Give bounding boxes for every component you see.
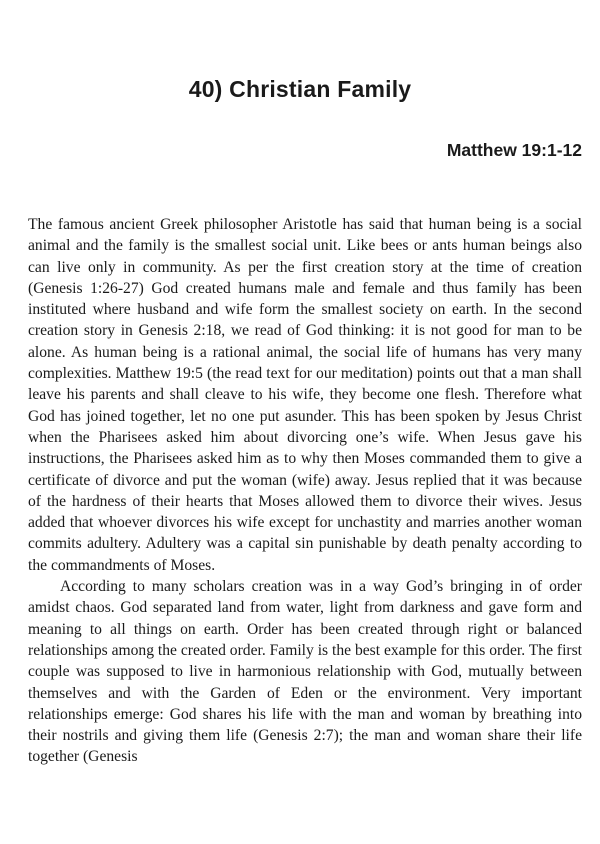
paragraph-2: According to many scholars creation was in a way God’s bringing in of order amidst chaos. God separated land from water, light from darkness and gave form and meaning to all things on earth. Order has been created through right or balanced relationships among the created order. Family is the best example for this order. The first couple was supposed to live in harmonious relationship with God, mutually between themselves and with the Garden of Eden or the environment. Very important relationships emerge: God shares his life with the man and woman by breathing into their nostrils and giving them life (Genesis 2:7); the man and woman share their life together (Genesis <box>28 578 583 766</box>
paragraph-1: The famous ancient Greek philosopher Aristotle has said that human being is a social animal and the family is the smallest social unit. Like bees or ants human beings also can live only in community. As per the first creation story at the time of creation (Genesis 1:26-27) God created humans male and female and thus family has been instituted where husband and wife form the smallest society on earth. In the second creation story in Genesis 2:18, we read of God thinking: it is not good for man to be alone. As human being is a rational animal, the social life of humans has very many complexities. Matthew 19:5 (the read text for our meditation) points out that a man shall leave his parents and shall cleave to his wife, they become one flesh. Therefore what God has joined together, let no one put asunder. This has been spoken by Jesus Christ when the Pharisees asked him about divorcing one’s wife. When Jesus gave his instructions, the Pharisees asked him as to why then Moses commanded them to give a certificate of divorce and put the woman (wife) away. Jesus replied that it was because of the hardness of their hearts that Moses allowed them to divorce their wives. Jesus added that whoever divorces his wife except for unchastity and marries another woman commits adultery. Adultery was a capital sin punishable by death penalty according to the commandments of Moses. <box>28 216 582 574</box>
scripture-reference: Matthew 19:1-12 <box>446 140 582 160</box>
body-text <box>28 214 582 768</box>
chapter-title: 40) Christian Family <box>188 76 412 102</box>
